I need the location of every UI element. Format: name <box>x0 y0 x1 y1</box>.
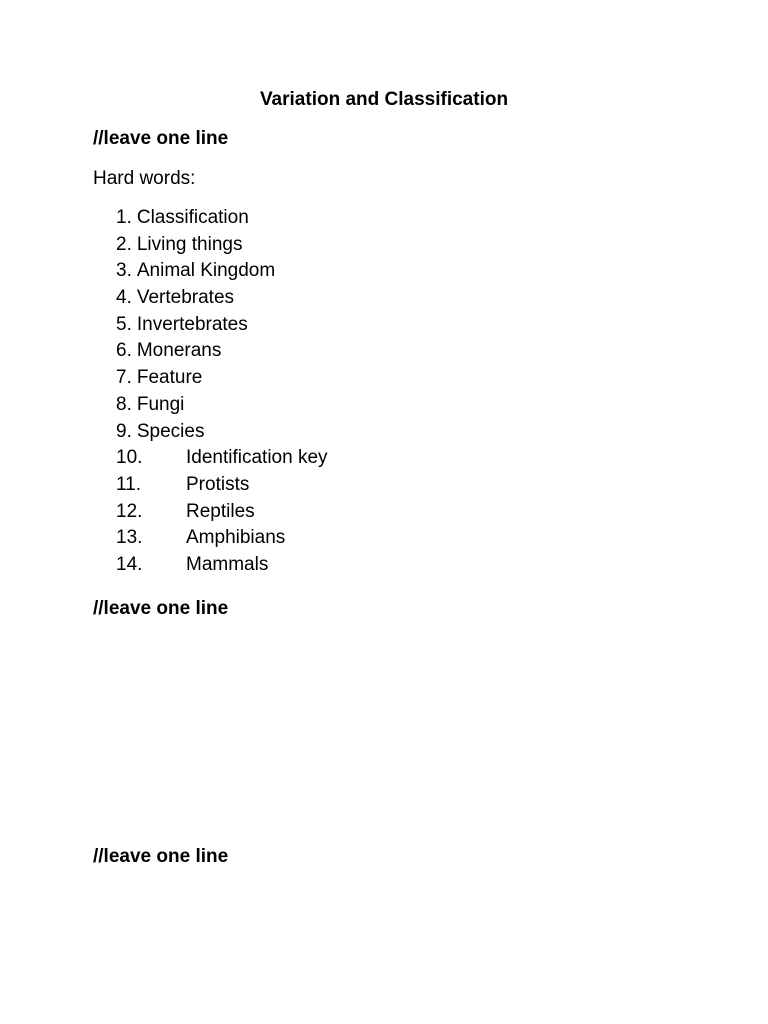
list-item <box>116 445 328 472</box>
leave-line-note-3: //leave one line <box>93 846 229 867</box>
list-item-number: 5. <box>116 313 132 335</box>
list-item-word: Invertebrates <box>136 313 248 335</box>
list-item <box>116 232 328 259</box>
list-item <box>116 285 328 312</box>
list-item-number: 8. <box>116 393 132 415</box>
hard-words-heading: Hard words: <box>93 168 196 189</box>
list-item-number: 3. <box>116 260 132 282</box>
list-item-number: 6. <box>116 340 132 362</box>
list-item-number: 14. <box>116 553 143 575</box>
list-item <box>116 419 328 446</box>
list-item <box>116 365 328 392</box>
list-item-number: 10. <box>116 447 143 469</box>
hard-words-list <box>116 205 328 579</box>
list-item-number: 4. <box>116 287 132 309</box>
list-item <box>116 312 328 339</box>
list-item-number: 9. <box>116 420 132 442</box>
list-item-number: 1. <box>116 207 132 228</box>
list-item-number: 7. <box>116 367 132 389</box>
list-item-word: Living things <box>136 233 243 255</box>
list-item-number: 13. <box>116 527 143 549</box>
list-item-word: Identification key <box>186 447 328 469</box>
list-item <box>116 525 328 552</box>
list-item <box>116 392 328 419</box>
list-item-word: Feature <box>136 367 203 389</box>
list-item-word: Monerans <box>136 340 222 362</box>
list-item-word: Protists <box>186 473 250 495</box>
leave-line-note-1: //leave one line <box>93 128 229 149</box>
list-item-word: Amphibians <box>186 527 286 549</box>
list-item-number: 2. <box>116 233 132 255</box>
list-item-word: Species <box>136 420 205 442</box>
list-item-number: 12. <box>116 500 143 522</box>
list-item-word: Animal Kingdom <box>136 260 276 282</box>
list-item <box>116 338 328 365</box>
list-item <box>116 552 328 579</box>
list-item-word: Vertebrates <box>136 287 235 309</box>
list-item <box>116 205 328 232</box>
leave-line-note-2: //leave one line <box>93 598 229 619</box>
list-item <box>116 258 328 285</box>
list-item <box>116 499 328 526</box>
list-item-word: Fungi <box>136 393 185 415</box>
list-item <box>116 472 328 499</box>
list-item-number: 11. <box>116 473 142 495</box>
list-item-word: Classification <box>136 207 249 228</box>
page-title: Variation and Classification <box>259 89 509 110</box>
list-item-word: Reptiles <box>186 500 255 522</box>
list-item-word: Mammals <box>186 553 269 575</box>
